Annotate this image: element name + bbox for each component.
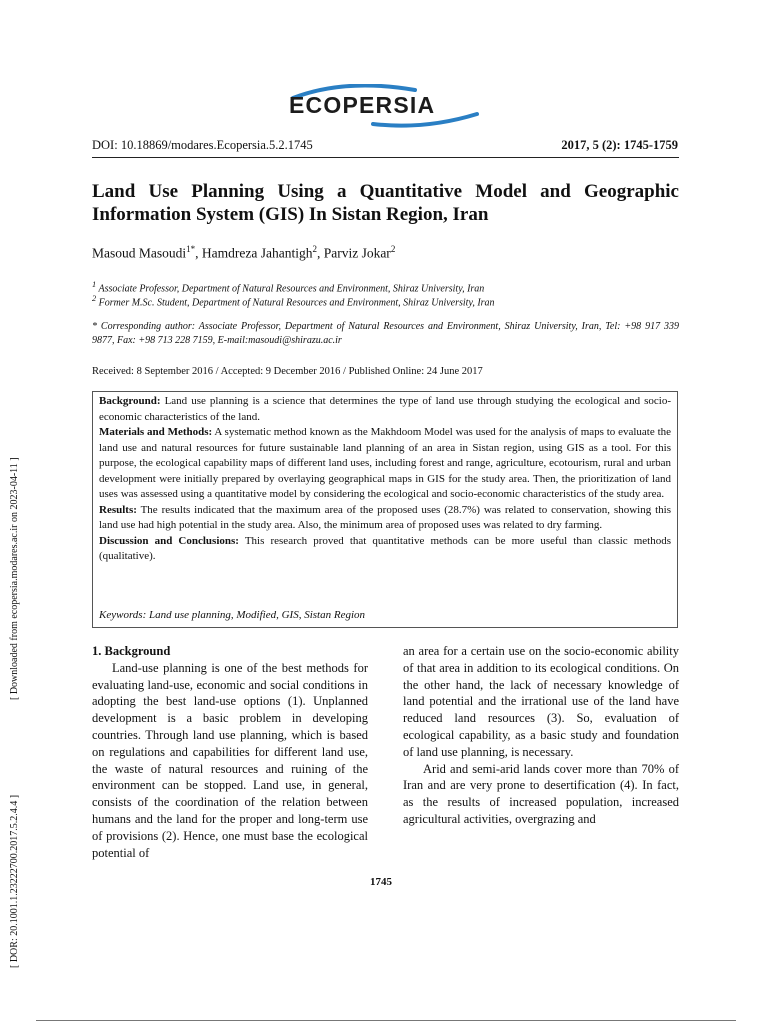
affiliation-sup: 2 (92, 294, 97, 303)
author-name: Masoud Masoudi (92, 245, 187, 261)
affiliation-2 (92, 294, 495, 308)
footer-divider (36, 1020, 736, 1021)
abstract-body (99, 394, 671, 565)
body-paragraph: Land-use planning is one of the best methods for evaluating land-use, economic and social conditions in adopting the best land-use options (1). Unplanned development is a basic problem in developing countries. Through land use planning, which is based on regulations and capabilities for different land use, the waste of natural resources and ruining of the environment can be stopped. Land use, in general, consists of the coordination of the relation between humans and the land for the proper and long-term use of provisions (2). Hence, one must base the ecological potential of (92, 660, 368, 860)
logo-text: ECOPERSIA (289, 92, 436, 118)
volume-info: 2017, 5 (2): 1745-1759 (561, 138, 678, 152)
keywords: Keywords: Land use planning, Modified, GIS, Sistan Region (99, 609, 366, 621)
abstract-conclusions (99, 534, 671, 565)
author-list: Masoud Masoudi$^{1*}$, Hamdreza Jahantigh$^2$, Parviz Jokar$^2$ (92, 244, 396, 261)
abstract-methods (99, 425, 671, 503)
abstract-label: Results: (99, 503, 137, 516)
header-divider (92, 157, 679, 158)
abstract-label: Background: (99, 395, 161, 407)
author-sup: 2 (390, 244, 396, 254)
article-title: Land Use Planning Using a Quantitative Model and Geographic Information System (GIS) In Sistan Region, Iran (92, 181, 679, 225)
affiliation-sup: 1 (92, 280, 97, 289)
affiliation-1 (92, 280, 484, 294)
author-name: Hamdreza Jahantigh (201, 245, 313, 261)
body-paragraph: Arid and semi-arid lands cover more than 70% of Iran and are very prone to desertification (4). In fact, as the results of increased population, increased agricultural activities, overgrazing and (403, 761, 679, 826)
publication-dates: Received: 8 September 2016 / Accepted: 9 December 2016 / Published Online: 24 June 2017 (92, 366, 483, 377)
journal-logo (285, 84, 485, 132)
affiliation-text: Former M.Sc. Student, Department of Natural Resources and Environment, Shiraz University, Iran (98, 297, 495, 309)
abstract-text: A systematic method known as the Makhdoom Model was used for the analysis of maps to evaluate the land use and natural resources for future sustainable land planning of an area in Sistan region, using GIS as a tool. For this purpose, the ecological capability maps of different land uses, including forest and range, agriculture, ecotourism, rural and urban development were initially prepared by overlaying geographical maps in GIS for the study area. Then, the prioritization of land uses was assessed using a quantitative model by considering the ecological and socio-economic characteristics of the study area. (99, 426, 672, 500)
abstract-results (99, 503, 671, 534)
abstract-text: The results indicated that the maximum area of the proposed uses (28.7%) was related to conservation, showing this land use had high potential in the study area. Also, the minimum area of proposed uses was related to dry farming. (99, 503, 671, 531)
abstract-background (99, 394, 671, 425)
author-sup: 1* (186, 244, 196, 254)
affiliation-text: Associate Professor, Department of Natural Resources and Environment, Shiraz University, Iran (98, 283, 485, 295)
abstract-label: Materials and Methods: (99, 426, 213, 438)
abstract-text: This research proved that quantitative methods can be more useful than classic methods (qualitative). (99, 534, 671, 562)
body-column-right (403, 643, 679, 828)
body-column-left (92, 643, 368, 861)
section-heading: 1. Background (92, 644, 171, 658)
doi-link[interactable]: DOI: 10.18869/modares.Ecopersia.5.2.1745 (92, 138, 313, 152)
abstract-box (92, 391, 678, 628)
download-note[interactable]: [ Downloaded from ecopersia.modares.ac.ir on 2023-04-11 ] (9, 457, 20, 700)
author-name: Parviz Jokar (323, 245, 391, 261)
body-paragraph: an area for a certain use on the socio-economic ability of that area in addition to its ecological conditions. On the other hand, the lack of necessary knowledge of land potential and the irrational use of the land have reduced land resources (3). So, evaluation of ecological capability, as a basic study and foundation of land use planning, is necessary. (403, 644, 679, 759)
dor-note[interactable]: [ DOR: 20.1001.1.23222700.2017.5.2.4.4 ] (9, 794, 20, 968)
author-sup: 2 (312, 244, 317, 254)
corresponding-author: * Corresponding author: Associate Professor, Department of Natural Resources and Environment, Shiraz University, Iran, Tel: +98 917 339 9877, Fax: +98 713 228 7159, E-mail:masoudi@shirazu.ac.ir (92, 321, 679, 346)
abstract-label: Discussion and Conclusions: (99, 534, 239, 547)
page-number: 1745 (370, 876, 392, 888)
abstract-text: Land use planning is a science that determines the type of land use through studying the ecological and socio-economic characteristics of the land. (99, 395, 671, 423)
